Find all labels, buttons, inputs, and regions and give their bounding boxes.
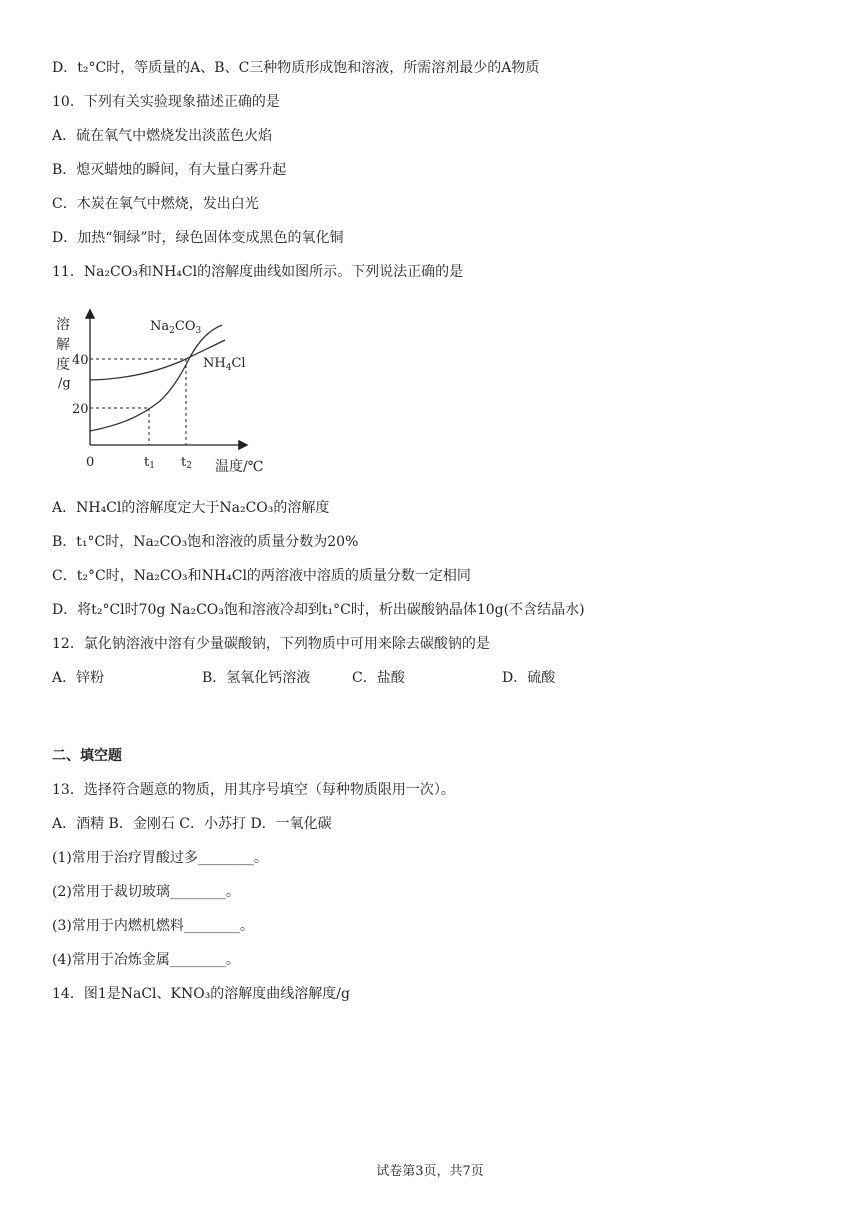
q12-option-c: C．盐酸 [352, 670, 405, 686]
q13-choices: A．酒精 B．金刚石 C．小苏打 D．一氧化碳 [52, 816, 332, 832]
section-heading-fill-in: 二、填空题 [52, 748, 122, 764]
q13-part-1: (1)常用于治疗胃酸过多________。 [52, 850, 268, 866]
q13-stem: 13．选择符合题意的物质，用其序号填空（每种物质限用一次）。 [52, 782, 455, 798]
q10-option-b: B．熄灭蜡烛的瞬间，有大量白雾升起 [52, 162, 287, 178]
q11-option-a: A．NH₄Cl的溶解度定大于Na₂CO₃的溶解度 [52, 500, 330, 516]
q10-option-c: C．木炭在氧气中燃烧，发出白光 [52, 196, 259, 212]
q13-part-2: (2)常用于裁切玻璃________。 [52, 884, 240, 900]
series-na2co3-curve [90, 325, 222, 431]
q14-stem: 14．图1是NaCl、KNO₃的溶解度曲线溶解度/g [52, 986, 350, 1002]
q11-option-b: B．t₁°C时，Na₂CO₃饱和溶液的质量分数为20% [52, 534, 359, 550]
q12-option-d: D．硫酸 [502, 670, 556, 686]
q11-option-d: D．将t₂°Cl时70g Na₂CO₃饱和溶液冷却到t₁°C时，析出碳酸钠晶体10g(不含结晶水) [52, 602, 585, 618]
y-label-char: 溶 [56, 317, 70, 333]
series-label-na2co3: $Na_2CO_3$ [150, 319, 202, 336]
series-label-nh4cl: $NH_4Cl$ [203, 356, 246, 373]
q10-option-d: D．加热“铜绿”时，绿色固体变成黑色的氧化铜 [52, 230, 344, 246]
q13-part-3: (3)常用于内燃机燃料________。 [52, 918, 254, 934]
q13-part-4: (4)常用于冶炼金属________。 [52, 952, 240, 968]
y-label-char: /g [58, 376, 71, 391]
y-label-char: 度 [56, 357, 70, 373]
q10-stem: 10．下列有关实验现象描述正确的是 [52, 94, 280, 110]
page-footer: 试卷第3页，共7页 [376, 1164, 484, 1179]
q12-stem: 12．氯化钠溶液中溶有少量碳酸钠，下列物质中可用来除去碳酸钠的是 [52, 636, 490, 652]
q11-stem: 11．Na₂CO₃和NH₄Cl的溶解度曲线如图所示。下列说法正确的是 [52, 264, 464, 280]
q12-option-a: A．锌粉 [52, 670, 105, 686]
y-tick-20: 20 [72, 402, 89, 417]
q11-option-c: C．t₂°C时，Na₂CO₃和NH₄Cl的两溶液中溶质的质量分数一定相同 [52, 568, 471, 584]
q12-option-b: B．氢氧化钙溶液 [202, 670, 311, 686]
x-axis-label: 温度/℃ [215, 459, 264, 475]
q10-option-a: A．硫在氧气中燃烧发出淡蓝色火焰 [52, 128, 273, 144]
y-tick-40: 40 [72, 353, 89, 368]
solubility-chart [50, 305, 280, 480]
origin-label: 0 [86, 455, 95, 470]
y-label-char: 解 [56, 337, 70, 353]
x-tick-t2: t2 [181, 455, 192, 471]
x-tick-t1: t1 [144, 455, 155, 471]
q9-option-d: D．t₂°C时，等质量的A、B、C三种物质形成饱和溶液，所需溶剂最少的A物质 [52, 60, 540, 76]
guide-lines [90, 359, 186, 445]
